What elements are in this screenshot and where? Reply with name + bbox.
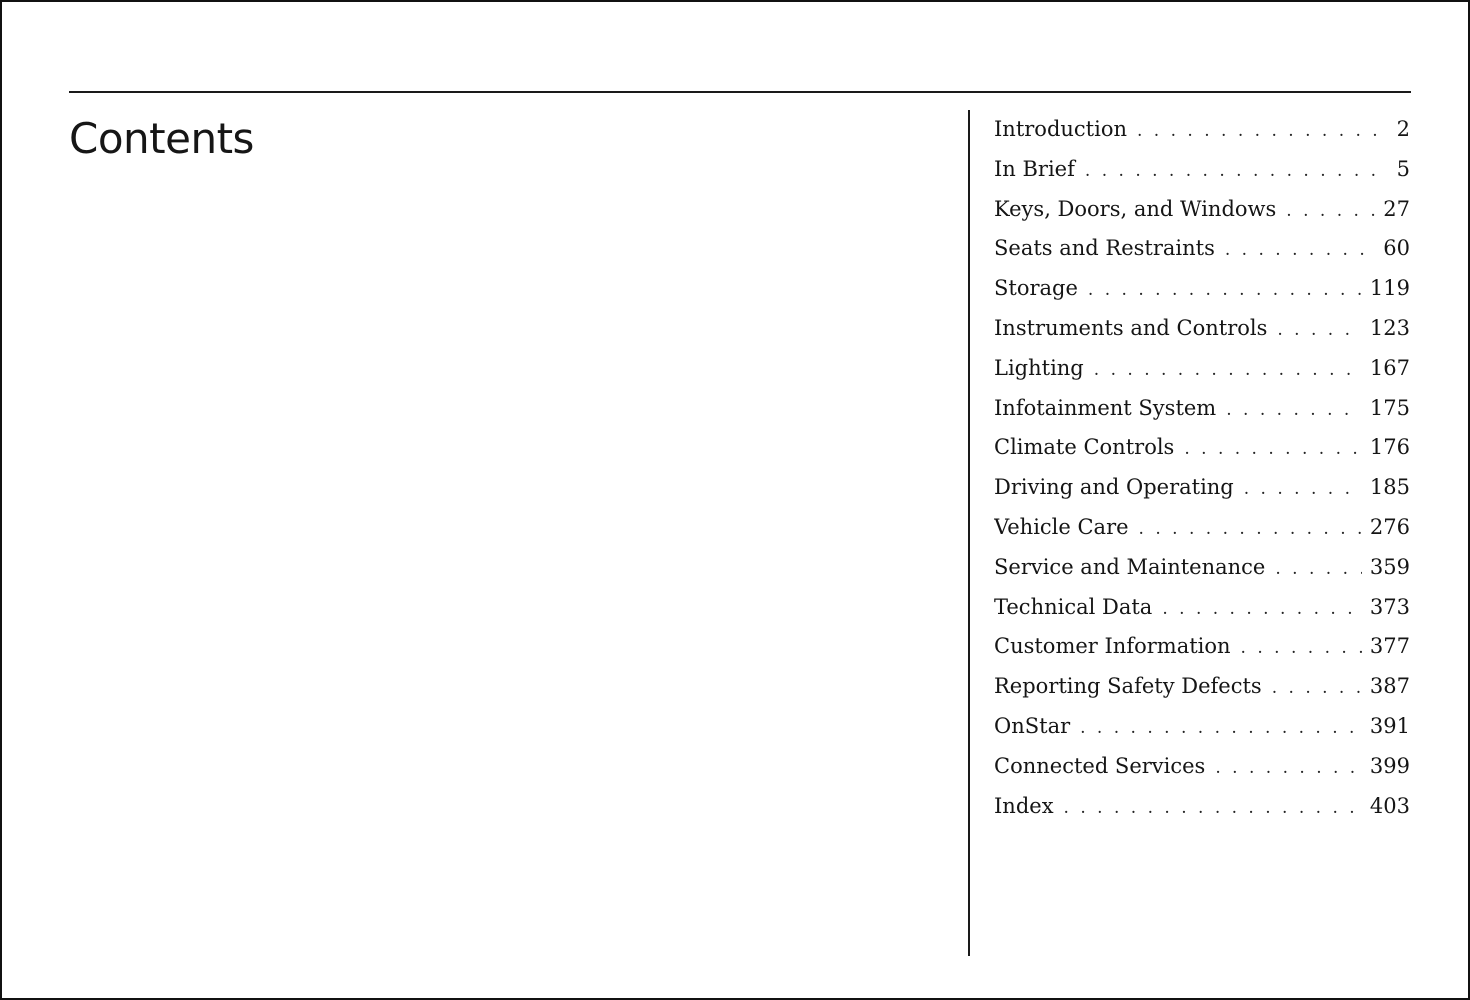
toc-dot-leader xyxy=(1184,439,1362,459)
toc-entry-page: 176 xyxy=(1369,435,1410,460)
toc-entry-title: In Brief xyxy=(994,156,1075,181)
page-title: Contents xyxy=(69,114,254,163)
toc-dot-leader xyxy=(1088,280,1362,300)
toc-entry-page: 119 xyxy=(1369,276,1410,301)
toc-entry-page: 276 xyxy=(1369,514,1410,539)
toc-entry-title: Technical Data xyxy=(994,594,1153,619)
toc-entry-page: 2 xyxy=(1396,117,1410,141)
toc-dot-leader xyxy=(1064,798,1362,818)
toc-entry-driving-operating[interactable] xyxy=(994,475,1410,515)
toc-entry-instruments-controls[interactable] xyxy=(994,316,1410,356)
column-divider xyxy=(968,110,970,956)
toc-entry-page: 175 xyxy=(1369,395,1410,420)
toc-dot-leader xyxy=(1277,320,1362,340)
toc-entry-page: 5 xyxy=(1396,156,1410,181)
toc-entry-title: Reporting Safety Defects xyxy=(994,674,1262,699)
toc-entry-title: Lighting xyxy=(994,355,1084,380)
toc-entry-title: Infotainment System xyxy=(994,395,1217,420)
toc-dot-leader xyxy=(1272,678,1362,698)
toc-dot-leader xyxy=(1215,758,1362,778)
toc-entry-title: OnStar xyxy=(994,713,1071,738)
toc-entry-title: Seats and Restraints xyxy=(994,236,1215,261)
toc-entry-page: 359 xyxy=(1369,554,1410,579)
toc-entry-title: Customer Information xyxy=(994,634,1231,659)
toc-entry-page: 167 xyxy=(1369,355,1410,380)
toc-entry-page: 399 xyxy=(1369,753,1410,778)
toc-dot-leader xyxy=(1137,121,1389,141)
toc-entry-page: 377 xyxy=(1369,634,1410,659)
toc-entry-in-brief[interactable] xyxy=(994,157,1410,197)
toc-dot-leader xyxy=(1162,599,1362,619)
top-rule xyxy=(69,91,1411,93)
table-of-contents xyxy=(994,117,1410,833)
toc-entry-storage[interactable] xyxy=(994,276,1410,316)
toc-entry-introduction[interactable] xyxy=(994,117,1410,157)
toc-entry-title: Vehicle Care xyxy=(994,514,1129,539)
toc-entry-service-maintenance[interactable] xyxy=(994,555,1410,595)
toc-entry-title: Driving and Operating xyxy=(994,475,1234,500)
toc-entry-infotainment-system[interactable] xyxy=(994,396,1410,436)
toc-dot-leader xyxy=(1226,400,1362,420)
toc-dot-leader xyxy=(1275,559,1362,579)
toc-entry-title: Introduction xyxy=(994,117,1127,141)
toc-dot-leader xyxy=(1241,638,1362,658)
toc-entry-vehicle-care[interactable] xyxy=(994,515,1410,555)
toc-entry-page: 60 xyxy=(1383,236,1410,261)
toc-entry-reporting-safety-defects[interactable] xyxy=(994,674,1410,714)
toc-entry-page: 391 xyxy=(1369,713,1410,738)
toc-dot-leader xyxy=(1225,240,1375,260)
toc-entry-title: Service and Maintenance xyxy=(994,554,1266,579)
toc-entry-page: 387 xyxy=(1369,674,1410,699)
toc-dot-leader xyxy=(1286,201,1375,221)
toc-entry-title: Index xyxy=(994,793,1054,818)
toc-dot-leader xyxy=(1085,161,1389,181)
toc-entry-lighting[interactable] xyxy=(994,356,1410,396)
toc-dot-leader xyxy=(1139,519,1362,539)
toc-entry-seats-restraints[interactable] xyxy=(994,236,1410,276)
toc-entry-connected-services[interactable] xyxy=(994,754,1410,794)
toc-entry-title: Keys, Doors, and Windows xyxy=(994,196,1277,221)
toc-entry-page: 27 xyxy=(1383,196,1410,221)
toc-dot-leader xyxy=(1080,718,1362,738)
toc-entry-climate-controls[interactable] xyxy=(994,435,1410,475)
toc-entry-customer-information[interactable] xyxy=(994,634,1410,674)
toc-entry-technical-data[interactable] xyxy=(994,595,1410,635)
toc-entry-title: Instruments and Controls xyxy=(994,315,1268,340)
toc-entry-page: 373 xyxy=(1369,594,1410,619)
toc-dot-leader xyxy=(1094,360,1362,380)
toc-entry-onstar[interactable] xyxy=(994,714,1410,754)
toc-entry-page: 123 xyxy=(1369,315,1410,340)
toc-entry-index[interactable] xyxy=(994,794,1410,834)
toc-entry-title: Climate Controls xyxy=(994,435,1175,460)
toc-entry-title: Connected Services xyxy=(994,753,1206,778)
toc-entry-page: 403 xyxy=(1369,793,1410,818)
toc-entry-keys-doors-windows[interactable] xyxy=(994,197,1410,237)
toc-entry-title: Storage xyxy=(994,276,1078,301)
toc-dot-leader xyxy=(1244,479,1362,499)
toc-entry-page: 185 xyxy=(1369,475,1410,500)
